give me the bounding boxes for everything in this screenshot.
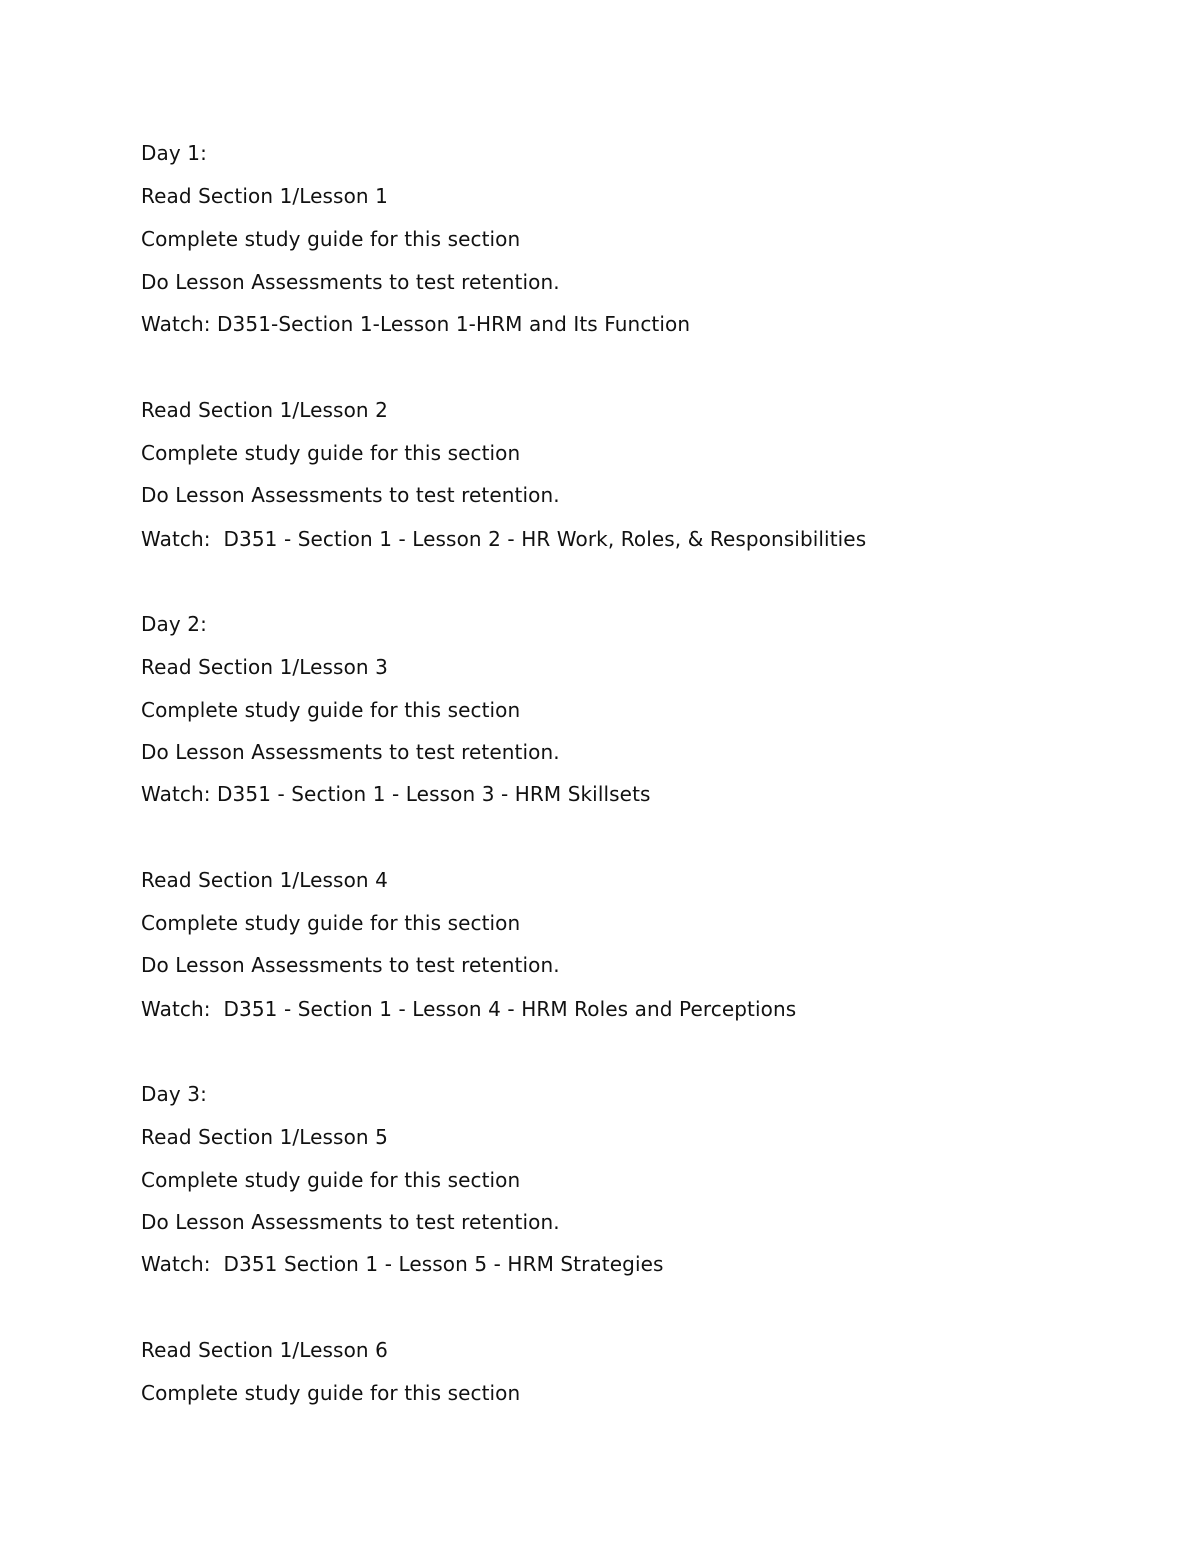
reading-task: Read Section 1/Lesson 1 <box>141 184 388 208</box>
day-heading: Day 2: <box>141 612 207 636</box>
watch-task: Watch: D351-Section 1-Lesson 1-HRM and Its Function <box>141 312 691 336</box>
assessment-task: Do Lesson Assessments to test retention. <box>141 270 560 294</box>
assessment-task: Do Lesson Assessments to test retention. <box>141 1210 560 1234</box>
watch-task: Watch: D351 - Section 1 - Lesson 2 - HR Work, Roles, & Responsibilities <box>141 527 867 551</box>
reading-task: Read Section 1/Lesson 4 <box>141 868 388 892</box>
study-guide-task: Complete study guide for this section <box>141 911 521 935</box>
watch-task: Watch: D351 - Section 1 - Lesson 4 - HRM Roles and Perceptions <box>141 997 797 1021</box>
assessment-task: Do Lesson Assessments to test retention. <box>141 740 560 764</box>
assessment-task: Do Lesson Assessments to test retention. <box>141 483 560 507</box>
watch-task: Watch: D351 - Section 1 - Lesson 3 - HRM Skillsets <box>141 782 651 806</box>
assessment-task: Do Lesson Assessments to test retention. <box>141 953 560 977</box>
study-guide-task: Complete study guide for this section <box>141 1381 521 1405</box>
reading-task: Read Section 1/Lesson 6 <box>141 1338 388 1362</box>
study-guide-task: Complete study guide for this section <box>141 698 521 722</box>
reading-task: Read Section 1/Lesson 5 <box>141 1125 388 1149</box>
watch-task: Watch: D351 Section 1 - Lesson 5 - HRM Strategies <box>141 1252 664 1276</box>
reading-task: Read Section 1/Lesson 3 <box>141 655 388 679</box>
reading-task: Read Section 1/Lesson 2 <box>141 398 388 422</box>
study-guide-task: Complete study guide for this section <box>141 227 521 251</box>
study-guide-task: Complete study guide for this section <box>141 1168 521 1192</box>
day-heading: Day 3: <box>141 1082 207 1106</box>
day-heading: Day 1: <box>141 141 207 165</box>
study-guide-task: Complete study guide for this section <box>141 441 521 465</box>
